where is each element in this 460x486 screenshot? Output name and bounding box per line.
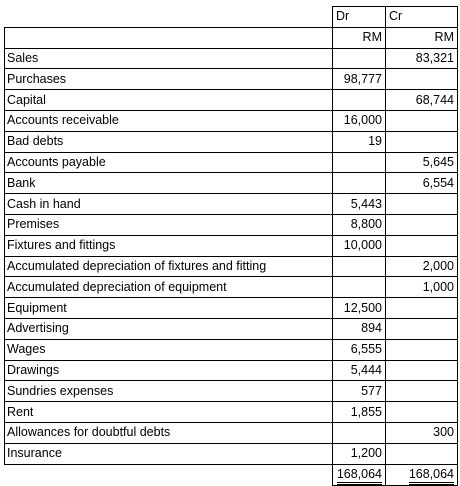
credit-currency: RM (386, 27, 458, 48)
account-label: Drawings (5, 360, 333, 381)
table-row (5, 214, 458, 235)
table-row (5, 256, 458, 277)
table-row (5, 69, 458, 90)
table-row (5, 152, 458, 173)
header-row (5, 7, 458, 28)
debit-total: 168,064 (337, 467, 382, 485)
credit-amount (386, 235, 458, 256)
credit-amount (386, 381, 458, 402)
account-label: Wages (5, 339, 333, 360)
account-label: Accounts payable (5, 152, 333, 173)
credit-amount: 2,000 (386, 256, 458, 277)
account-label: Rent (5, 402, 333, 423)
table-row (5, 339, 458, 360)
debit-amount: 10,000 (333, 235, 386, 256)
credit-amount (386, 194, 458, 215)
account-label: Premises (5, 214, 333, 235)
credit-amount (386, 318, 458, 339)
trial-balance-table (4, 6, 458, 486)
credit-amount (386, 131, 458, 152)
account-label: Bank (5, 173, 333, 194)
table-row (5, 173, 458, 194)
table-row (5, 277, 458, 298)
credit-amount (386, 110, 458, 131)
credit-amount: 6,554 (386, 173, 458, 194)
debit-amount: 8,800 (333, 214, 386, 235)
table-row (5, 48, 458, 69)
credit-amount (386, 69, 458, 90)
credit-total: 168,064 (409, 467, 454, 485)
account-label: Purchases (5, 69, 333, 90)
account-label: Insurance (5, 443, 333, 464)
debit-amount (333, 90, 386, 111)
credit-amount (386, 360, 458, 381)
debit-amount: 1,200 (333, 443, 386, 464)
credit-amount (386, 402, 458, 423)
table-row (5, 235, 458, 256)
table-row (5, 110, 458, 131)
debit-header: Dr (333, 7, 386, 28)
debit-currency: RM (333, 27, 386, 48)
table-row (5, 194, 458, 215)
debit-amount: 12,500 (333, 298, 386, 319)
account-label: Bad debts (5, 131, 333, 152)
debit-total-cell (333, 464, 386, 485)
debit-amount: 894 (333, 318, 386, 339)
credit-amount (386, 339, 458, 360)
currency-row (5, 27, 458, 48)
debit-amount (333, 48, 386, 69)
totals-row (5, 464, 458, 485)
account-label: Sales (5, 48, 333, 69)
table-row (5, 402, 458, 423)
account-label: Advertising (5, 318, 333, 339)
credit-header: Cr (386, 7, 458, 28)
credit-total-cell (386, 464, 458, 485)
table-row (5, 131, 458, 152)
debit-amount: 16,000 (333, 110, 386, 131)
table-row (5, 381, 458, 402)
account-label: Accounts receivable (5, 110, 333, 131)
header-blank-cell (5, 7, 333, 28)
totals-blank-cell (5, 464, 333, 485)
credit-amount (386, 443, 458, 464)
account-label: Equipment (5, 298, 333, 319)
debit-amount (333, 152, 386, 173)
account-label: Cash in hand (5, 194, 333, 215)
account-label: Accumulated depreciation of equipment (5, 277, 333, 298)
debit-amount: 5,444 (333, 360, 386, 381)
debit-amount: 5,443 (333, 194, 386, 215)
table-row (5, 360, 458, 381)
debit-amount: 98,777 (333, 69, 386, 90)
debit-amount (333, 277, 386, 298)
debit-amount (333, 422, 386, 443)
credit-amount: 1,000 (386, 277, 458, 298)
account-label: Sundries expenses (5, 381, 333, 402)
credit-amount: 68,744 (386, 90, 458, 111)
debit-amount: 19 (333, 131, 386, 152)
credit-amount (386, 298, 458, 319)
account-label: Capital (5, 90, 333, 111)
table-row (5, 90, 458, 111)
currency-row-label (5, 27, 333, 48)
credit-amount: 5,645 (386, 152, 458, 173)
credit-amount (386, 214, 458, 235)
table-row (5, 298, 458, 319)
debit-amount (333, 173, 386, 194)
table-row (5, 422, 458, 443)
account-label: Allowances for doubtful debts (5, 422, 333, 443)
credit-amount: 300 (386, 422, 458, 443)
debit-amount: 6,555 (333, 339, 386, 360)
credit-amount: 83,321 (386, 48, 458, 69)
debit-amount: 1,855 (333, 402, 386, 423)
debit-amount (333, 256, 386, 277)
table-row (5, 443, 458, 464)
table-row (5, 318, 458, 339)
account-label: Fixtures and fittings (5, 235, 333, 256)
trial-balance-sheet (4, 6, 457, 486)
account-label: Accumulated depreciation of fixtures and fitting (5, 256, 333, 277)
debit-amount: 577 (333, 381, 386, 402)
